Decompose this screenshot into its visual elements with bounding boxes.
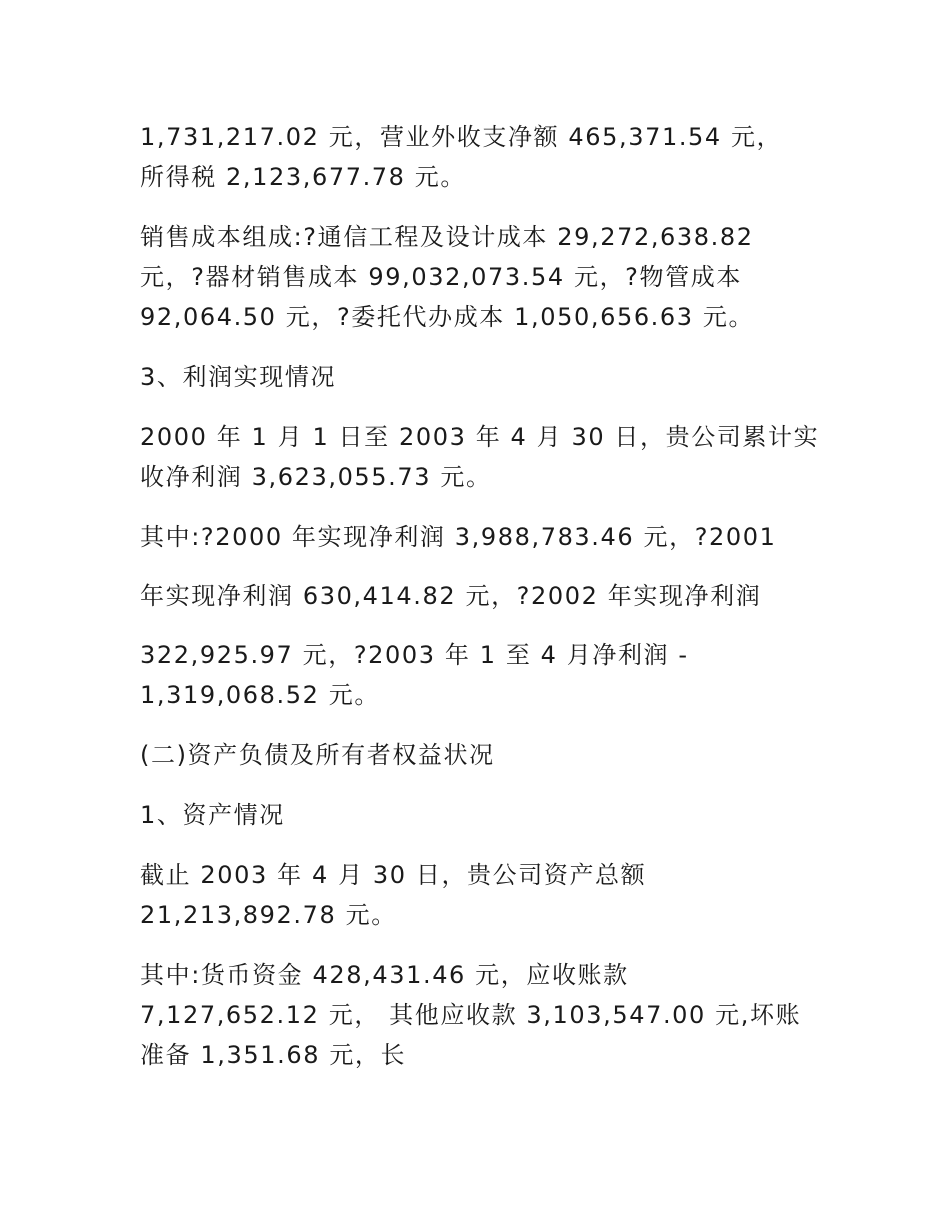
paragraph-line: 准备 1,351.68 元，长	[140, 1041, 407, 1069]
paragraph-line: 1,319,068.52 元。	[140, 681, 380, 709]
paragraph-line: 92,064.50 元，?委托代办成本 1,050,656.63 元。	[140, 303, 755, 331]
paragraph-line: 21,213,892.78 元。	[140, 901, 397, 929]
paragraph-line: 322,925.97 元，?2003 年 1 至 4 月净利润 -	[140, 641, 689, 669]
paragraph-line: 其中:?2000 年实现净利润 3,988,783.46 元，?2001	[140, 523, 777, 551]
paragraph-line: 7,127,652.12 元， 其他应收款 3,103,547.00 元,坏账	[140, 1001, 802, 1029]
paragraph-line: 年实现净利润 630,414.82 元，?2002 年实现净利润	[140, 582, 762, 610]
paragraph-line: 1,731,217.02 元，营业外收支净额 465,371.54 元，	[140, 123, 783, 151]
paragraph-line: 其中:货币资金 428,431.46 元，应收账款	[140, 961, 629, 989]
paragraph-line: 截止 2003 年 4 月 30 日，贵公司资产总额	[140, 861, 647, 889]
paragraph-line: 销售成本组成:?通信工程及设计成本 29,272,638.82	[140, 223, 754, 251]
paragraph-line: 收净利润 3,623,055.73 元。	[140, 463, 492, 491]
section-heading: (二)资产负债及所有者权益状况	[140, 741, 495, 769]
paragraph-line: 2000 年 1 月 1 日至 2003 年 4 月 30 日，贵公司累计实	[140, 423, 820, 451]
section-heading: 3、利润实现情况	[140, 363, 337, 391]
paragraph-line: 元，?器材销售成本 99,032,073.54 元，?物管成本	[140, 263, 742, 291]
paragraph-line: 所得税 2,123,677.78 元。	[140, 163, 466, 191]
section-heading: 1、资产情况	[140, 801, 285, 829]
